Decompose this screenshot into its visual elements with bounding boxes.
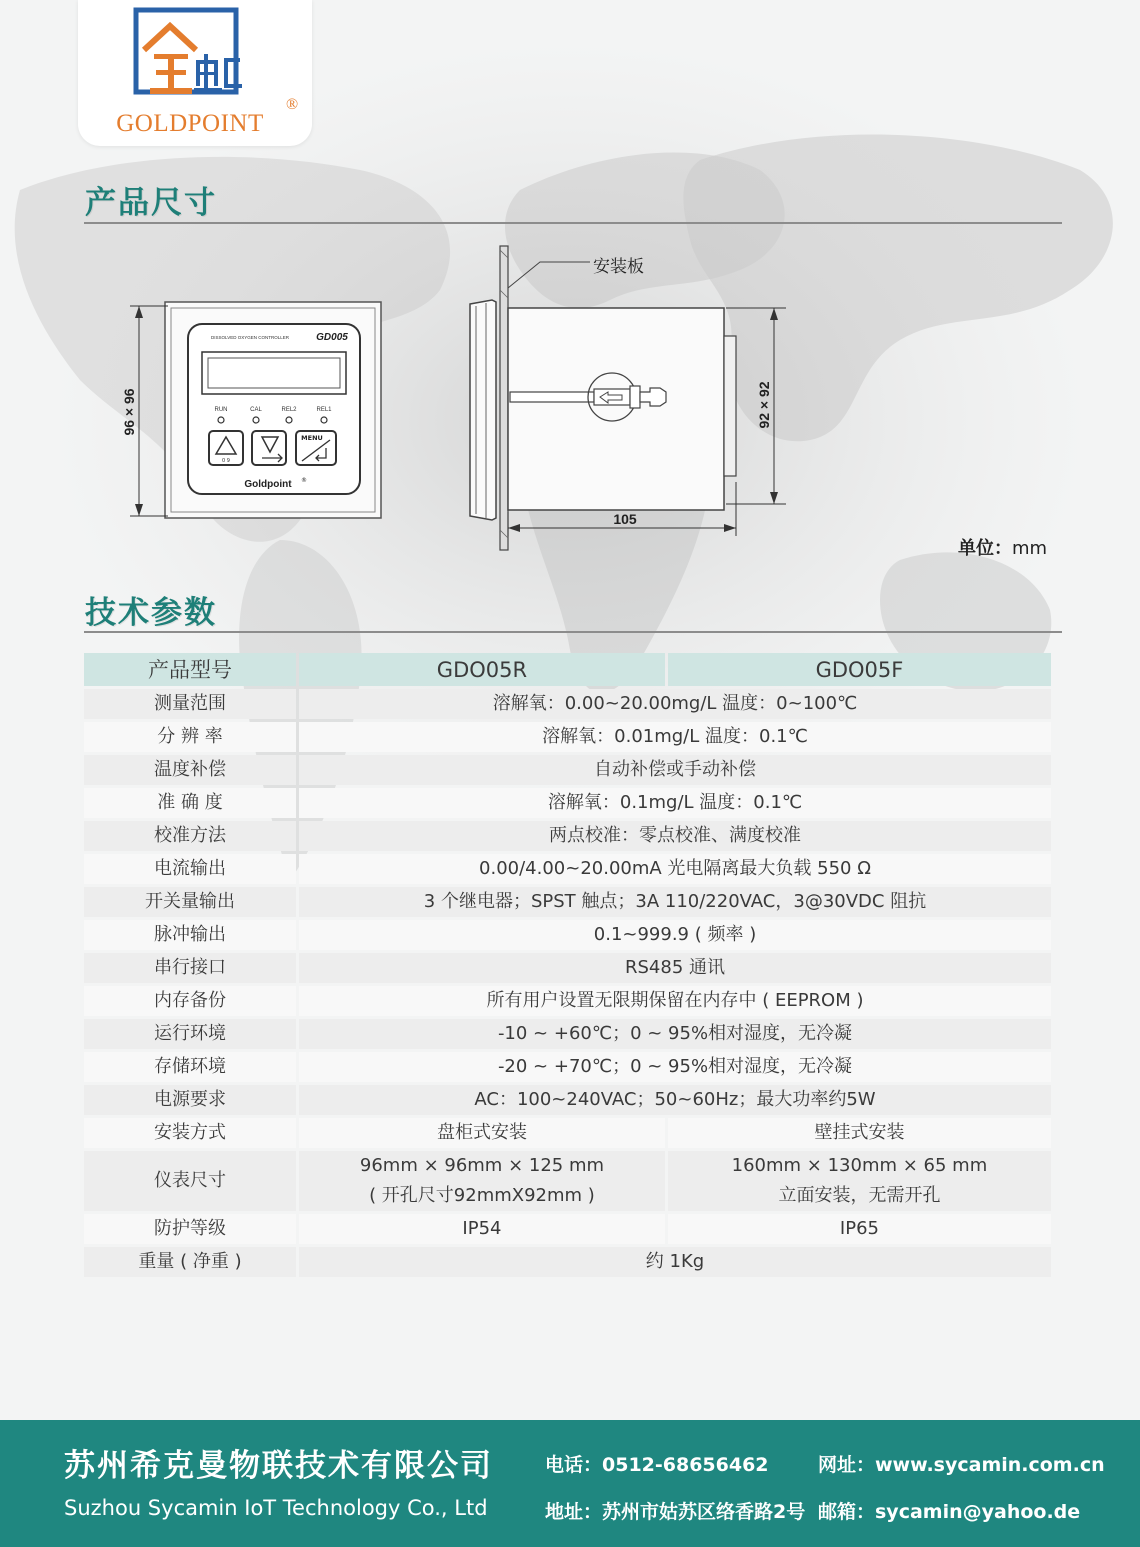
- unit-value: mm: [1012, 538, 1048, 559]
- logo-wordmark: GOLDPOINT: [116, 110, 264, 137]
- table-row: [84, 854, 1051, 884]
- row-label: 仪表尺寸: [84, 1151, 296, 1211]
- install-value-a: 盘柜式安装: [299, 1118, 665, 1148]
- panel-model-title: GD005: [316, 332, 348, 343]
- row-label: 准 确 度: [84, 788, 296, 818]
- row-label: 内存备份: [84, 986, 296, 1016]
- panel-brand-label: Goldpoint: [244, 479, 292, 490]
- row-value: 溶解氧：0.00~20.00mg/L 温度：0~100℃: [299, 689, 1051, 719]
- contact-address: 地址：苏州市姑苏区络香路2号: [545, 1501, 806, 1523]
- row-label: 温度补偿: [84, 755, 296, 785]
- protection-value-a: IP54: [299, 1214, 665, 1244]
- led-label-rel1: REL1: [316, 407, 332, 413]
- size-b-line2: 立面安装，无需开孔: [778, 1185, 941, 1206]
- key-digits-label: 0 9: [222, 458, 230, 464]
- row-label: 脉冲输出: [84, 920, 296, 950]
- panel-brand-mark: ®: [301, 477, 307, 484]
- row-label: 存储环境: [84, 1052, 296, 1082]
- contact-email[interactable]: 邮箱：sycamin@yahoo.de: [818, 1501, 1081, 1523]
- key-down: [252, 431, 286, 465]
- dimensions-section-title: 产品尺寸: [85, 185, 217, 221]
- contact-phone: 电话：0512-68656462: [545, 1454, 769, 1476]
- table-row: [84, 1052, 1051, 1082]
- table-row: [84, 1214, 1051, 1244]
- row-value: 约 1Kg: [299, 1247, 1051, 1277]
- led-label-rel2: REL2: [281, 407, 297, 413]
- key-up: [209, 431, 243, 465]
- side-height-dimension: 92 × 92: [756, 381, 772, 429]
- table-row: [84, 920, 1051, 950]
- side-depth-dimension: 105: [613, 511, 637, 527]
- row-value: 溶解氧：0.01mg/L 温度：0.1℃: [299, 722, 1051, 752]
- size-b-line1: 160mm × 130mm × 65 mm: [731, 1155, 988, 1176]
- row-value: RS485 通讯: [299, 953, 1051, 983]
- row-label: 开关量输出: [84, 887, 296, 917]
- table-row: [84, 1118, 1051, 1148]
- row-label: 校准方法: [84, 821, 296, 851]
- led-label-run: RUN: [214, 407, 228, 413]
- unit-label: 单位：: [958, 538, 1012, 559]
- table-row: [84, 788, 1051, 818]
- protection-value-b: IP65: [668, 1214, 1051, 1244]
- table-row: [84, 821, 1051, 851]
- led-label-cal: CAL: [250, 407, 262, 413]
- section-divider: [84, 631, 1062, 633]
- size-a-line1: 96mm × 96mm × 125 mm: [359, 1155, 605, 1176]
- company-name-cn: 苏州希克曼物联技术有限公司: [64, 1448, 493, 1484]
- table-header-label: 产品型号: [84, 653, 296, 686]
- install-value-b: 壁挂式安装: [668, 1118, 1051, 1148]
- row-label: 安装方式: [84, 1118, 296, 1148]
- contact-website[interactable]: 网址：www.sycamin.com.cn: [818, 1454, 1105, 1476]
- front-height-dimension: 96 × 96: [121, 388, 137, 436]
- table-header-model-a: GDO05R: [299, 653, 665, 686]
- row-label: 重量 ( 净重 ): [84, 1247, 296, 1277]
- table-row: [84, 1019, 1051, 1049]
- row-value: AC：100~240VAC；50~60Hz；最大功率约5W: [299, 1085, 1051, 1115]
- specs-section-title: 技术参数: [85, 595, 217, 631]
- key-menu: [296, 431, 336, 465]
- row-value: -10 ~ +60℃；0 ~ 95%相对湿度，无冷凝: [299, 1019, 1051, 1049]
- row-value: 两点校准：零点校准、满度校准: [299, 821, 1051, 851]
- table-row: [84, 755, 1051, 785]
- row-label: 运行环境: [84, 1019, 296, 1049]
- company-name-en: Suzhou Sycamin IoT Technology Co., Ltd: [64, 1496, 488, 1520]
- table-row: [84, 986, 1051, 1016]
- menu-key-label: MENU: [301, 434, 323, 442]
- mounting-plate-label: 安装板: [593, 257, 644, 277]
- row-label: 分 辨 率: [84, 722, 296, 752]
- size-value-b: [668, 1151, 1051, 1211]
- row-label: 电流输出: [84, 854, 296, 884]
- size-a-line2: ( 开孔尺寸92mmX92mm ): [369, 1185, 595, 1206]
- dimension-drawing: [0, 0, 1140, 580]
- table-row: [84, 1247, 1051, 1277]
- table-row: [84, 1085, 1051, 1115]
- row-label: 电源要求: [84, 1085, 296, 1115]
- table-row: [84, 887, 1051, 917]
- registered-mark: ®: [286, 96, 299, 113]
- size-value-a: [299, 1151, 665, 1211]
- row-value: 所有用户设置无限期保留在内存中 ( EEPROM ): [299, 986, 1051, 1016]
- row-label: 测量范围: [84, 689, 296, 719]
- spec-table: [81, 650, 1054, 1280]
- row-value: 自动补偿或手动补偿: [299, 755, 1051, 785]
- table-header-model-b: GDO05F: [668, 653, 1051, 686]
- table-header-row: [84, 653, 1051, 686]
- table-row: [84, 722, 1051, 752]
- panel-subtitle: DISSOLVED OXYGEN CONTROLLER: [211, 335, 289, 340]
- side-view-drawing: [470, 246, 786, 550]
- row-label: 防护等级: [84, 1214, 296, 1244]
- footer: [0, 1420, 1140, 1547]
- row-value: 溶解氧：0.1mg/L 温度：0.1℃: [299, 788, 1051, 818]
- unit-note: [958, 534, 1047, 560]
- row-value: -20 ~ +70℃；0 ~ 95%相对湿度，无冷凝: [299, 1052, 1051, 1082]
- row-label: 串行接口: [84, 953, 296, 983]
- front-view-drawing: [121, 302, 381, 518]
- table-row: [84, 689, 1051, 719]
- table-row: [84, 953, 1051, 983]
- row-value: 3 个继电器；SPST 触点；3A 110/220VAC，3@30VDC 阻抗: [299, 887, 1051, 917]
- table-row: [84, 1151, 1051, 1211]
- row-value: 0.1~999.9 ( 频率 ): [299, 920, 1051, 950]
- row-value: 0.00/4.00~20.00mA 光电隔离最大负载 550 Ω: [299, 854, 1051, 884]
